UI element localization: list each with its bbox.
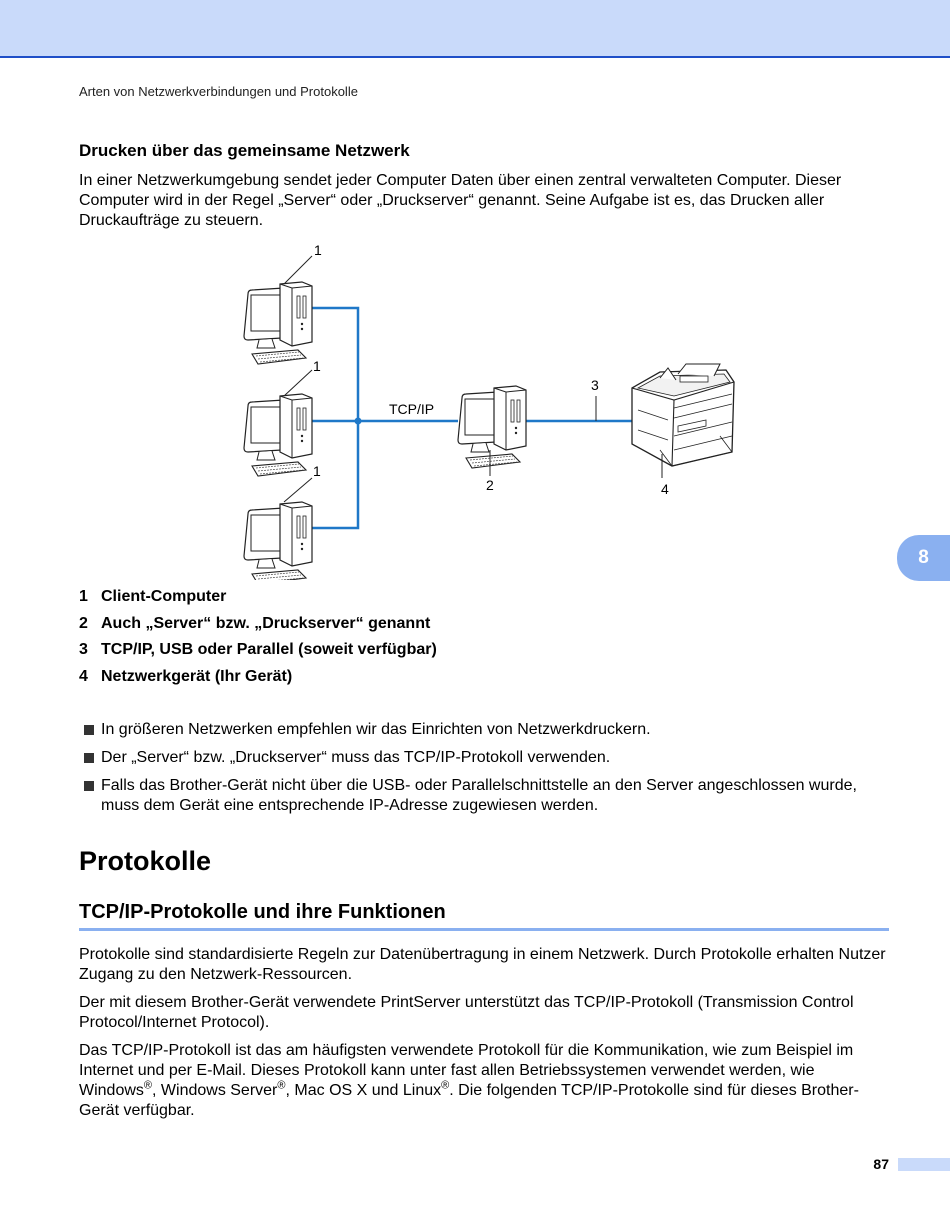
tcpip-label: TCP/IP: [389, 401, 435, 417]
network-printer: [632, 364, 734, 466]
square-bullet-icon: [84, 725, 94, 735]
callout-server: 2: [486, 477, 494, 493]
note-item: In größeren Netzwerken empfehlen wir das Einrichten von Netzwerkdruckern.: [84, 720, 894, 740]
top-band: [0, 0, 950, 58]
page-number-bar: [898, 1158, 950, 1171]
server-computer: [458, 386, 526, 468]
running-header: Arten von Netzwerkverbindungen und Protokolle: [79, 84, 358, 99]
legend-item: 3 TCP/IP, USB oder Parallel (soweit verfügbar): [79, 641, 437, 658]
chapter-tab: 8: [897, 535, 950, 581]
notes-list: [84, 720, 894, 824]
protocols-heading: Protokolle: [79, 846, 212, 876]
protocols-paragraph-1: Protokolle sind standardisierte Regeln zur Datenübertragung in einem Netzwerk. Durch Protokolle erhalten Nutzer Zugang zu den Netzwerk-Ressourcen.: [79, 946, 886, 983]
square-bullet-icon: [84, 781, 94, 791]
page-number: 87: [873, 1156, 889, 1172]
note-item: Falls das Brother-Gerät nicht über die USB- oder Parallelschnittstelle an den Server angeschlossen wurde, muss dem Gerät eine entsprechende IP-Adresse zugewiesen werden.: [84, 776, 894, 816]
junction-dot: [355, 418, 362, 425]
protocols-paragraph-2: Der mit diesem Brother-Gerät verwendete PrintServer unterstützt das TCP/IP-Protokoll (Transmission Control Protocol/Internet Protocol).: [79, 994, 854, 1031]
callout-client-2: 1: [313, 358, 321, 374]
callout-device: 4: [661, 481, 669, 497]
legend-item: 1 Client-Computer: [79, 588, 227, 605]
diagram-legend: [79, 584, 437, 690]
intro-paragraph: In einer Netzwerkumgebung sendet jeder Computer Daten über einen zentral verwalteten Computer. Dieser Computer wird in der Regel „Server“ oder „Druckserver“ genannt. Seine Aufgabe ist es, das Drucken aller Druckaufträge zu steuern.: [79, 172, 842, 229]
section-title: Drucken über das gemeinsame Netzwerk: [79, 141, 410, 160]
client-computer-2: [244, 394, 312, 476]
callout-connection: 3: [591, 377, 599, 393]
network-bus-line: [310, 308, 358, 528]
legend-item: 2 Auch „Server“ bzw. „Druckserver“ genannt: [79, 614, 431, 632]
tcpip-subheading: TCP/IP-Protokolle und ihre Funktionen: [79, 901, 889, 931]
note-item: Der „Server“ bzw. „Druckserver“ muss das TCP/IP-Protokoll verwenden.: [84, 748, 894, 768]
legend-item: 4 Netzwerkgerät (Ihr Gerät): [79, 667, 293, 685]
callout-client-1: 1: [314, 242, 322, 258]
protocols-paragraph-3: Das TCP/IP-Protokoll ist das am häufigsten verwendete Protokoll für die Kommunikation, wie zum Beispiel im Internet und per E-Mail. Dieses Protokoll kann unter fast allen Betriebssystemen verwendet werden, wie Windows®, Windows Server®, Mac OS X und Linux®. Die folgenden TCP/IP-Protokolle sind für dieses Brother-Gerät verfügbar.: [79, 1042, 859, 1119]
client-computer-3: [244, 502, 312, 580]
square-bullet-icon: [84, 753, 94, 763]
network-diagram: [220, 240, 760, 580]
client-computer-1: [244, 282, 312, 364]
callout-client-3: 1: [313, 463, 321, 479]
